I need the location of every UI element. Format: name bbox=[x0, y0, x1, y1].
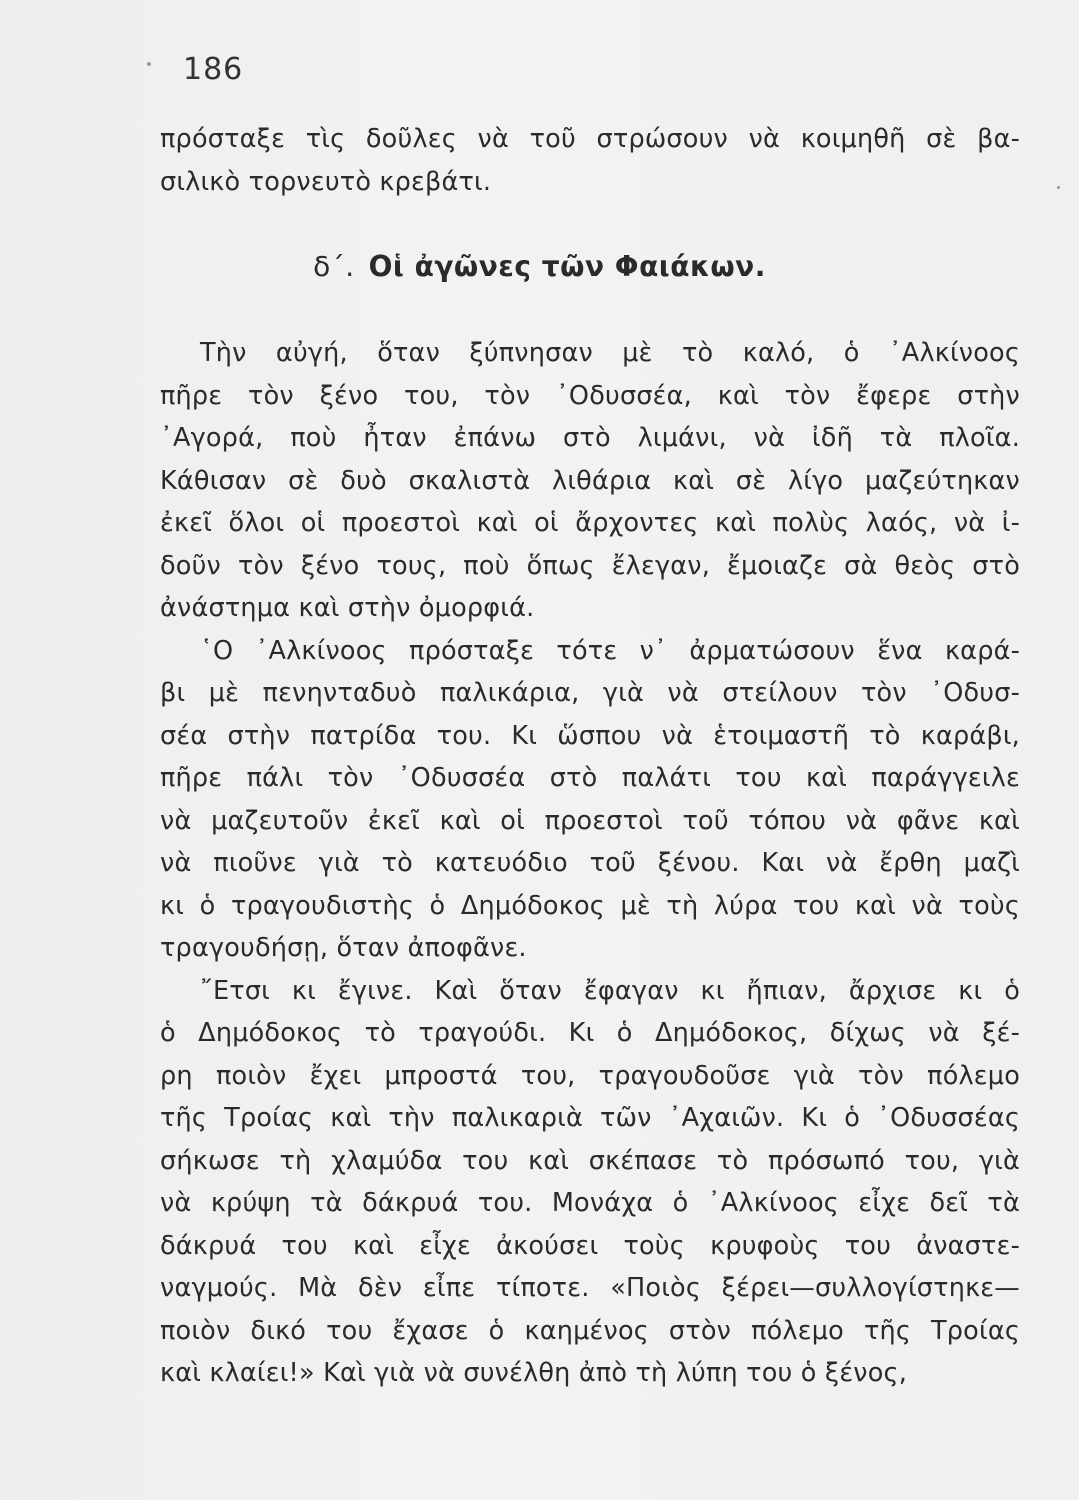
text-line: βι μὲ πενηνταδυὸ παλικάρια, γιὰ νὰ στείλουν τὸν ᾿Οδυσ- bbox=[160, 678, 1020, 708]
page-number: 186 bbox=[183, 52, 244, 87]
text-line: ᾿Αγορά, ποὺ ἦταν ἐπάνω στὸ λιμάνι, νὰ ἰδῆ τὰ πλοῖα. bbox=[160, 423, 1020, 453]
section-number: δ΄. bbox=[313, 250, 355, 283]
text-line: ρη ποιὸν ἔχει μπροστά του, τραγουδοῦσε γιὰ τὸν πόλεμο bbox=[160, 1060, 1020, 1091]
text-line: ναγμούς. Μὰ δὲν εἶπε τίποτε. «Ποιὸς ξέρει—συλλογίστηκε— bbox=[160, 1273, 1020, 1303]
text-line: ῎Ετσι κι ἔγινε. Καὶ ὅταν ἔφαγαν κι ἤπιαν, ἄρχισε κι ὁ bbox=[200, 975, 1020, 1006]
text-line: Κάθισαν σὲ δυὸ σκαλιστὰ λιθάρια καὶ σὲ λίγο μαζεύτηκαν bbox=[160, 465, 1020, 496]
text-line: σέα στὴν πατρίδα του. Κι ὥσπου νὰ ἑτοιμαστῆ τὸ καράβι, bbox=[160, 720, 1020, 751]
body-text bbox=[160, 332, 1020, 1395]
text-line: ὁ Δημόδοκος τὸ τραγούδι. Κι ὁ Δημόδοκος, δίχως νὰ ξέ- bbox=[160, 1018, 1020, 1048]
text-line: τῆς Τροίας καὶ τὴν παλικαριὰ τῶν ᾿Αχαιῶν. Κι ὁ ᾿Οδυσσέας bbox=[160, 1103, 1020, 1133]
text-line: δοῦν τὸν ξένο τους, ποὺ ὅπως ἔλεγαν, ἔμοιαζε σὰ θεὸς στὸ bbox=[160, 550, 1020, 581]
text-line: Τὴν αὐγή, ὅταν ξύπνησαν μὲ τὸ καλό, ὁ ᾿Αλκίνοος bbox=[200, 338, 1020, 368]
text-line: νὰ μαζευτοῦν ἐκεῖ καὶ οἱ προεστοὶ τοῦ τόπου νὰ φᾶνε καὶ bbox=[160, 805, 1020, 836]
section-title: Οἱ ἀγῶνες τῶν Φαιάκων. bbox=[368, 250, 766, 283]
scan-speck bbox=[1057, 186, 1060, 189]
text-line: πρόσταξε τὶς δοῦλες νὰ τοῦ στρώσουν νὰ κοιμηθῆ σὲ βα- bbox=[160, 124, 1020, 154]
text-line: ποιὸν δικό του ἔχασε ὁ καημένος στὸν πόλεμο τῆς Τροίας bbox=[160, 1315, 1020, 1346]
text-line: καὶ κλαίει!» Καὶ γιὰ νὰ συνέλθη ἀπὸ τὴ λύπη του ὁ ξένος, bbox=[160, 1358, 908, 1388]
text-line: πῆρε πάλι τὸν ᾿Οδυσσέα στὸ παλάτι του καὶ παράγγειλε bbox=[160, 763, 1020, 793]
section-heading bbox=[0, 250, 1079, 283]
text-line: ἀνάστημα καὶ στὴν ὀμορφιά. bbox=[160, 593, 535, 623]
text-line: τραγουδήσῃ, ὅταν ἀποφᾶνε. bbox=[160, 933, 527, 963]
text-line: σιλικὸ τορνευτὸ κρεβάτι. bbox=[160, 166, 492, 197]
intro-paragraph bbox=[160, 118, 1020, 203]
text-line: δάκρυά του καὶ εἶχε ἀκούσει τοὺς κρυφοὺς του ἀναστε- bbox=[160, 1230, 1020, 1261]
text-line: νὰ κρύψη τὰ δάκρυά του. Μονάχα ὁ ᾿Αλκίνοος εἶχε δεῖ τὰ bbox=[160, 1188, 1020, 1218]
text-line: πῆρε τὸν ξένο του, τὸν ᾿Οδυσσέα, καὶ τὸν ἔφερε στὴν bbox=[160, 380, 1020, 411]
scan-speck bbox=[147, 62, 151, 66]
text-line: νὰ πιοῦνε γιὰ τὸ κατευόδιο τοῦ ξένου. Και νὰ ἔρθη μαζὶ bbox=[160, 848, 1020, 878]
text-line: σήκωσε τὴ χλαμύδα του καὶ σκέπασε τὸ πρόσωπό του, γιὰ bbox=[160, 1145, 1020, 1176]
text-line: ῾Ο ᾿Αλκίνοος πρόσταξε τότε ν᾿ ἀρματώσουν ἕνα καρά- bbox=[200, 635, 1020, 666]
text-line: κι ὁ τραγουδιστὴς ὁ Δημόδοκος μὲ τὴ λύρα του καὶ νὰ τοὺς bbox=[160, 890, 1020, 921]
text-line: ἐκεῖ ὅλοι οἱ προεστοὶ καὶ οἱ ἄρχοντες καὶ πολὺς λαός, νὰ ἰ- bbox=[160, 508, 1020, 538]
